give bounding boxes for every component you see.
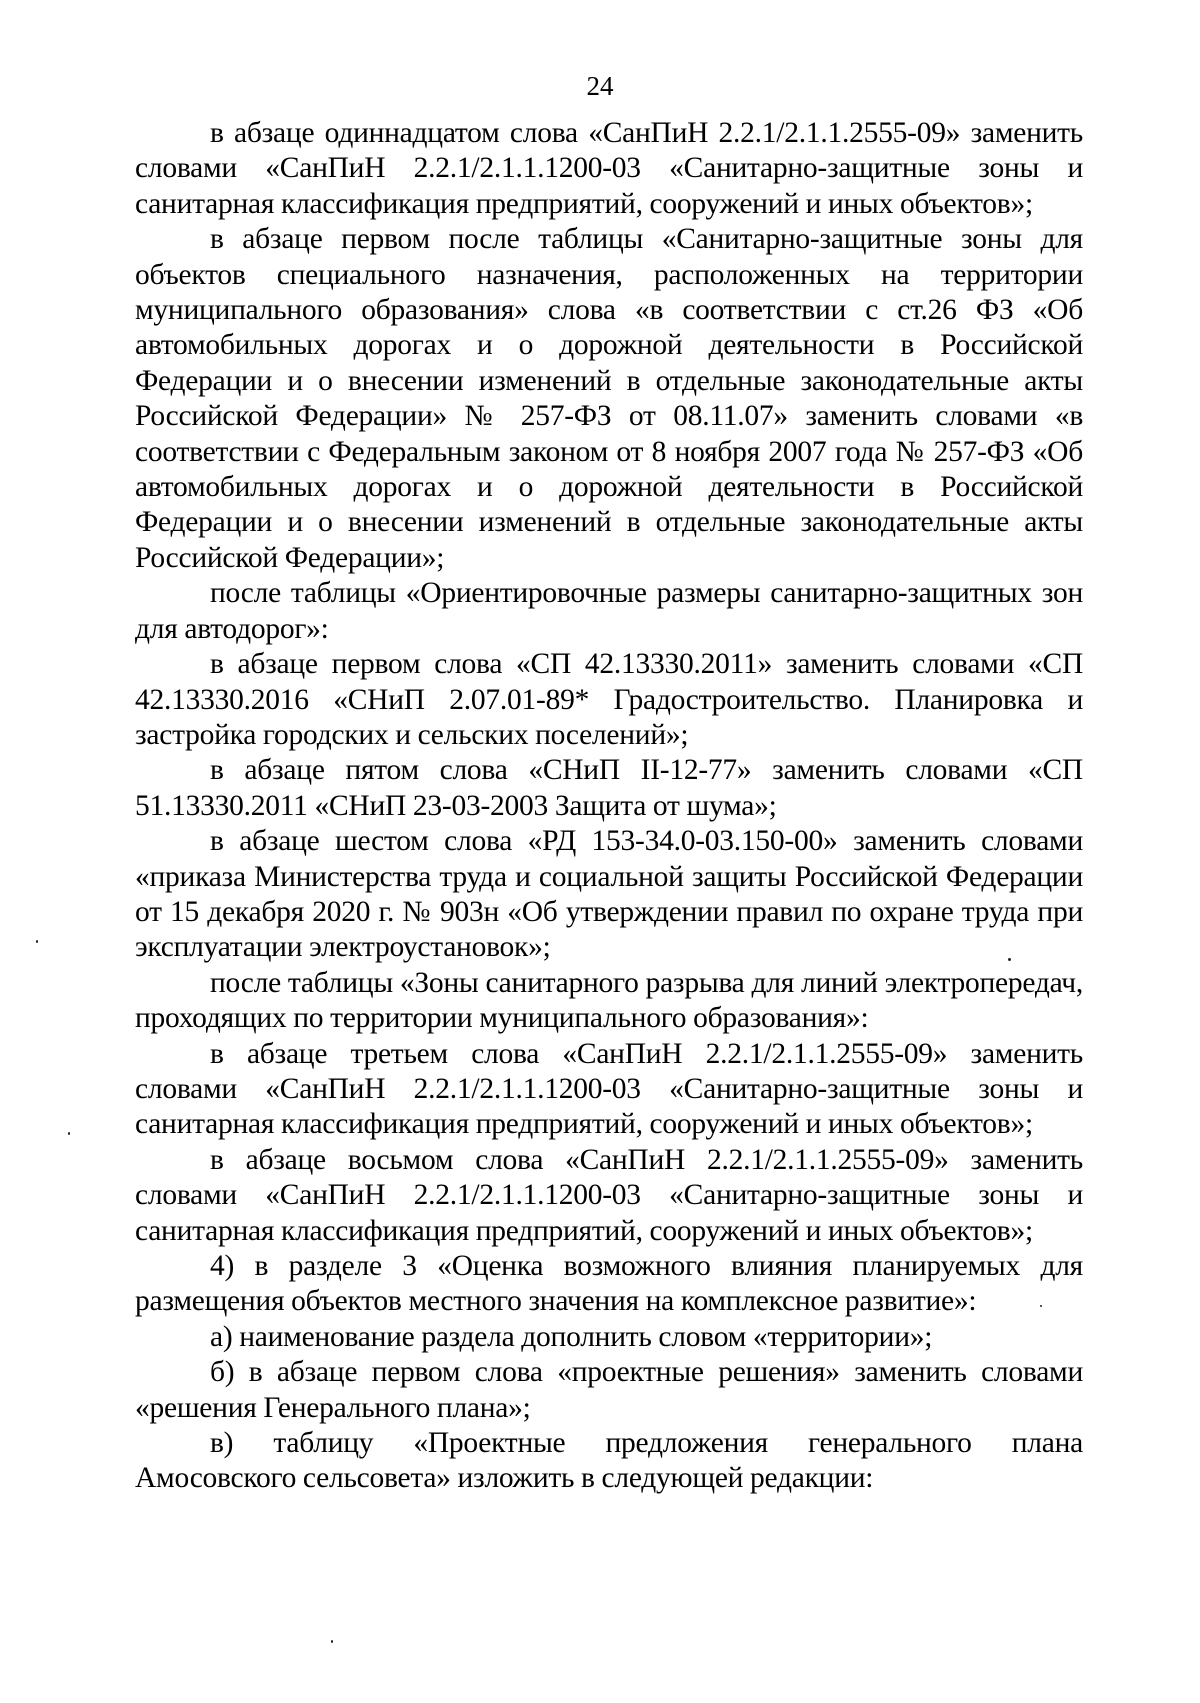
scan-speck bbox=[36, 940, 38, 943]
scan-speck bbox=[331, 1640, 333, 1643]
paragraph: в абзаце восьмом слова «СанПиН 2.2.1/2.1.1.2555-09» заменить словами «СанПиН 2.2.1/2.1.1.1200-03 «Санитарно-защитные зоны и санитарная классификация предприятий, сооружений и иных объектов»; bbox=[135, 1143, 1083, 1247]
scan-speck bbox=[1040, 1305, 1042, 1307]
paragraph: в абзаце шестом слова «РД 153-34.0-03.150-00» заменить словами «приказа Министерства труда и социальной защиты Российской Федерации от 15 декабря 2020 г. № 903н «Об утверждении правил по охране труда при эксплуатации электроустановок»; bbox=[135, 825, 1083, 964]
paragraph: а) наименование раздела дополнить словом «территории»; bbox=[210, 1320, 933, 1353]
paragraph: в абзаце пятом слова «СНиП II-12-77» заменить словами «СП 51.13330.2011 «СНиП 23-03-2003 Защита от шума»; bbox=[135, 754, 1083, 822]
paragraph: после таблицы «Зоны санитарного разрыва для линий электропередач, проходящих по территории муниципального образования»: bbox=[135, 966, 1083, 1035]
page-number: 24 bbox=[586, 71, 614, 101]
document-body bbox=[135, 116, 1083, 1497]
paragraph: в) таблицу «Проектные предложения генерального плана Амосовского сельсовета» изложить в следующей редакции: bbox=[135, 1427, 1083, 1495]
scan-speck bbox=[1008, 958, 1011, 961]
paragraph: после таблицы «Ориентировочные размеры санитарно-защитных зон для автодорог»: bbox=[135, 577, 1083, 645]
paragraph: б) в абзаце первом слова «проектные решения» заменить словами «решения Генерального плана»; bbox=[135, 1356, 1083, 1424]
paragraph: в абзаце третьем слова «СанПиН 2.2.1/2.1.1.2555-09» заменить словами «СанПиН 2.2.1/2.1.1.1200-03 «Санитарно-защитные зоны и санитарная классификация предприятий, сооружений и иных объектов»; bbox=[135, 1037, 1083, 1141]
paragraph: в абзаце первом слова «СП 42.13330.2011» заменить словами «СП 42.13330.2016 «СНиП 2.07.01-89* Градостроительство. Планировка и застройка городских и сельских поселений»; bbox=[135, 648, 1083, 751]
scan-speck bbox=[68, 1132, 70, 1135]
paragraph: в абзаце одиннадцатом слова «СанПиН 2.2.1/2.1.1.2555-09» заменить словами «СанПиН 2.2.1/2.1.1.1200-03 «Санитарно-защитные зоны и санитарная классификация предприятий, сооружений и иных объектов»; bbox=[135, 117, 1083, 220]
paragraph: в абзаце первом после таблицы «Санитарно-защитные зоны для объектов специального назначения, расположенных на территории муниципального образования» слова «в соответствии с ст.26 ФЗ «Об автомобильных дорогах и о дорожной деятельности в Российской Федерации и о внесении изменений в отдельные законодательные акты Российской Федерации» № 257-ФЗ от 08.11.07» заменить словами «в соответствии с Федеральным законом от 8 ноября 2007 года № 257-ФЗ «Об автомобильных дорогах и о дорожной деятельности в Российской Федерации и о внесении изменений в отдельные законодательные акты Российской Федерации»; bbox=[135, 223, 1083, 574]
paragraph: 4) в разделе 3 «Оценка возможного влияния планируемых для размещения объектов местного значения на комплексное развитие»: bbox=[135, 1250, 1083, 1318]
